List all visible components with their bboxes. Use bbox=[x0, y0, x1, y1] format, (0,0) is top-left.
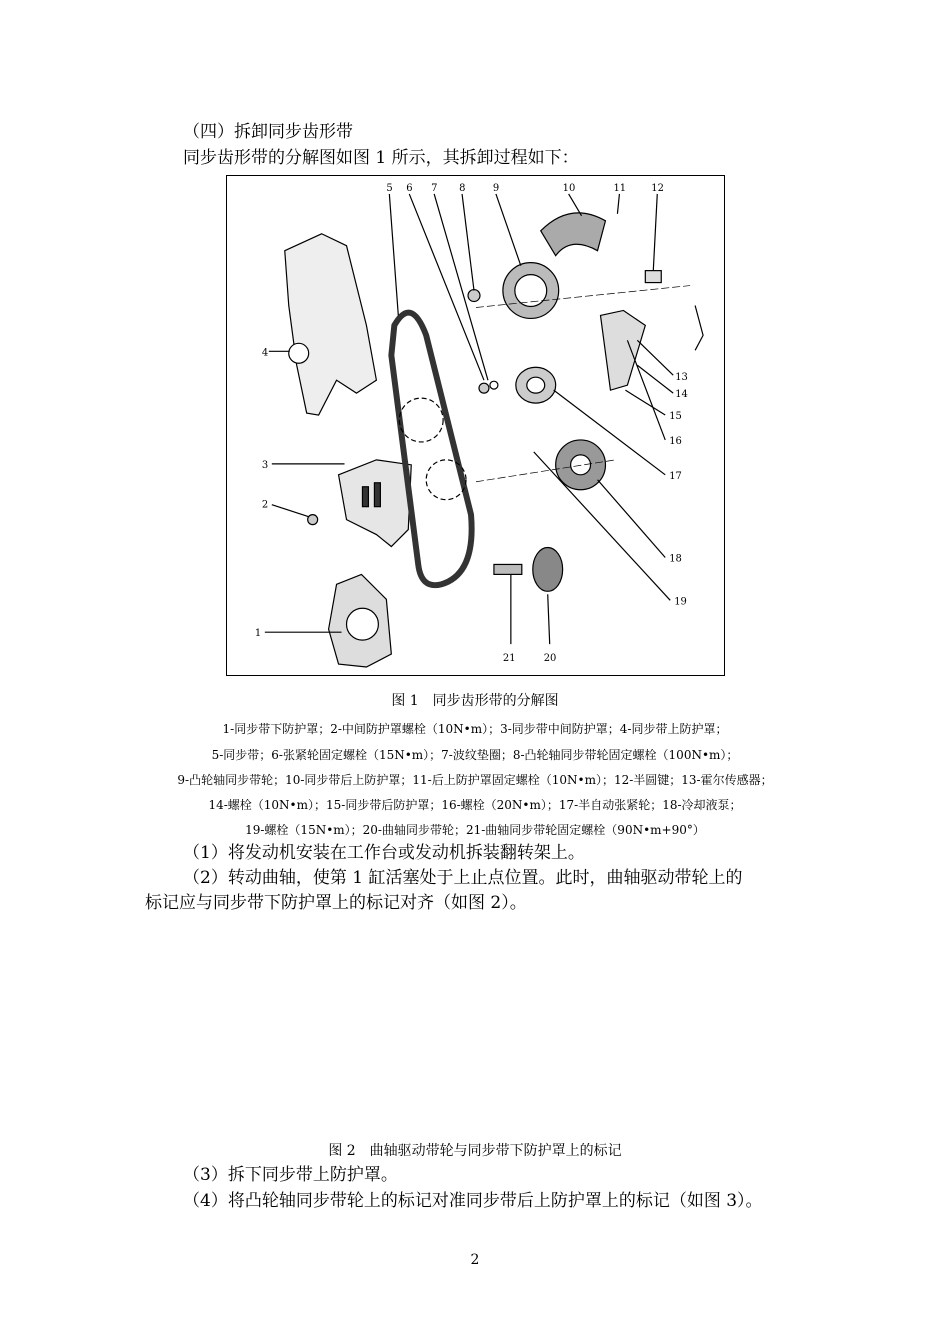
figure1-legend-line: 19-螺栓（15N•m）；20-曲轴同步带轮；21-曲轴同步带轮固定螺栓（90N•m+90°） bbox=[245, 823, 705, 837]
figure1-legend-line: 5-同步带；6-张紧轮固定螺栓（15N•m）；7-波纹垫圈；8-凸轮轴同步带轮固定螺栓（100N•m）； bbox=[211, 748, 739, 762]
step-2: （2）转动曲轴，使第 1 缸活塞处于上止点位置。此时，曲轴驱动带轮上的 bbox=[183, 868, 743, 888]
part-label: 11 bbox=[613, 182, 627, 194]
part-label: 8 bbox=[459, 182, 466, 194]
section-heading: （四）拆卸同步齿形带 bbox=[183, 122, 353, 142]
rear-cover-bracket-shape bbox=[600, 310, 645, 390]
part-label: 6 bbox=[406, 182, 413, 194]
part-label: 18 bbox=[669, 553, 682, 565]
part-label: 1 bbox=[254, 628, 262, 640]
part-label: 5 bbox=[386, 182, 393, 194]
figure1-caption: 图 1 同步齿形带的分解图 bbox=[391, 693, 559, 709]
part-label: 17 bbox=[669, 470, 682, 482]
intro-paragraph: 同步齿形带的分解图如图 1 所示，其拆卸过程如下： bbox=[183, 148, 579, 168]
figure1-legend-line: 9-凸轮轴同步带轮；10-同步带后上防护罩；11-后上防护罩固定螺栓（10N•m）；12-半圆键；13-霍尔传感器； bbox=[177, 773, 773, 787]
part-label: 7 bbox=[431, 182, 438, 194]
part-label: 19 bbox=[674, 596, 687, 608]
part-label: 13 bbox=[675, 372, 688, 384]
exploded-diagram-figure bbox=[226, 175, 725, 676]
part-label: 2 bbox=[261, 499, 269, 511]
page-number: 2 bbox=[470, 1252, 480, 1268]
part-label: 9 bbox=[492, 182, 500, 194]
part-label: 20 bbox=[543, 653, 557, 665]
step-3: （3）拆下同步带上防护罩。 bbox=[183, 1165, 398, 1185]
figure1-legend-line: 1-同步带下防护罩；2-中间防护罩螺栓（10N•m）；3-同步带中间防护罩；4-同步带上防护罩； bbox=[222, 722, 728, 736]
figure1-legend-line: 14-螺栓（10N•m）；15-同步带后防护罩；16-螺栓（20N•m）；17-半自动张紧轮；18-冷却液泵； bbox=[208, 798, 742, 812]
step-4: （4）将凸轮轴同步带轮上的标记对准同步带后上防护罩上的标记（如图 3）。 bbox=[183, 1191, 763, 1211]
figure2-caption: 图 2 曲轴驱动带轮与同步带下防护罩上的标记 bbox=[328, 1143, 622, 1159]
timing-belt-shape bbox=[391, 313, 471, 586]
part-label: 12 bbox=[651, 182, 664, 194]
part-label: 15 bbox=[669, 411, 682, 423]
part-label: 10 bbox=[562, 182, 576, 194]
step-1: （1）将发动机安装在工作台或发动机拆装翻转架上。 bbox=[183, 843, 585, 863]
part-label: 21 bbox=[502, 653, 516, 665]
rear-upper-cover-shape bbox=[541, 213, 606, 256]
part-label: 4 bbox=[261, 347, 269, 359]
part-label: 3 bbox=[261, 459, 269, 471]
part-label: 16 bbox=[669, 435, 682, 447]
upper-cover-shape bbox=[285, 234, 377, 415]
step-2-continued: 标记应与同步带下防护罩上的标记对齐（如图 2）。 bbox=[145, 893, 527, 913]
exploded-diagram-drawing bbox=[227, 176, 724, 675]
part-label: 14 bbox=[675, 389, 688, 401]
crankshaft-sprocket-shape bbox=[533, 548, 563, 592]
